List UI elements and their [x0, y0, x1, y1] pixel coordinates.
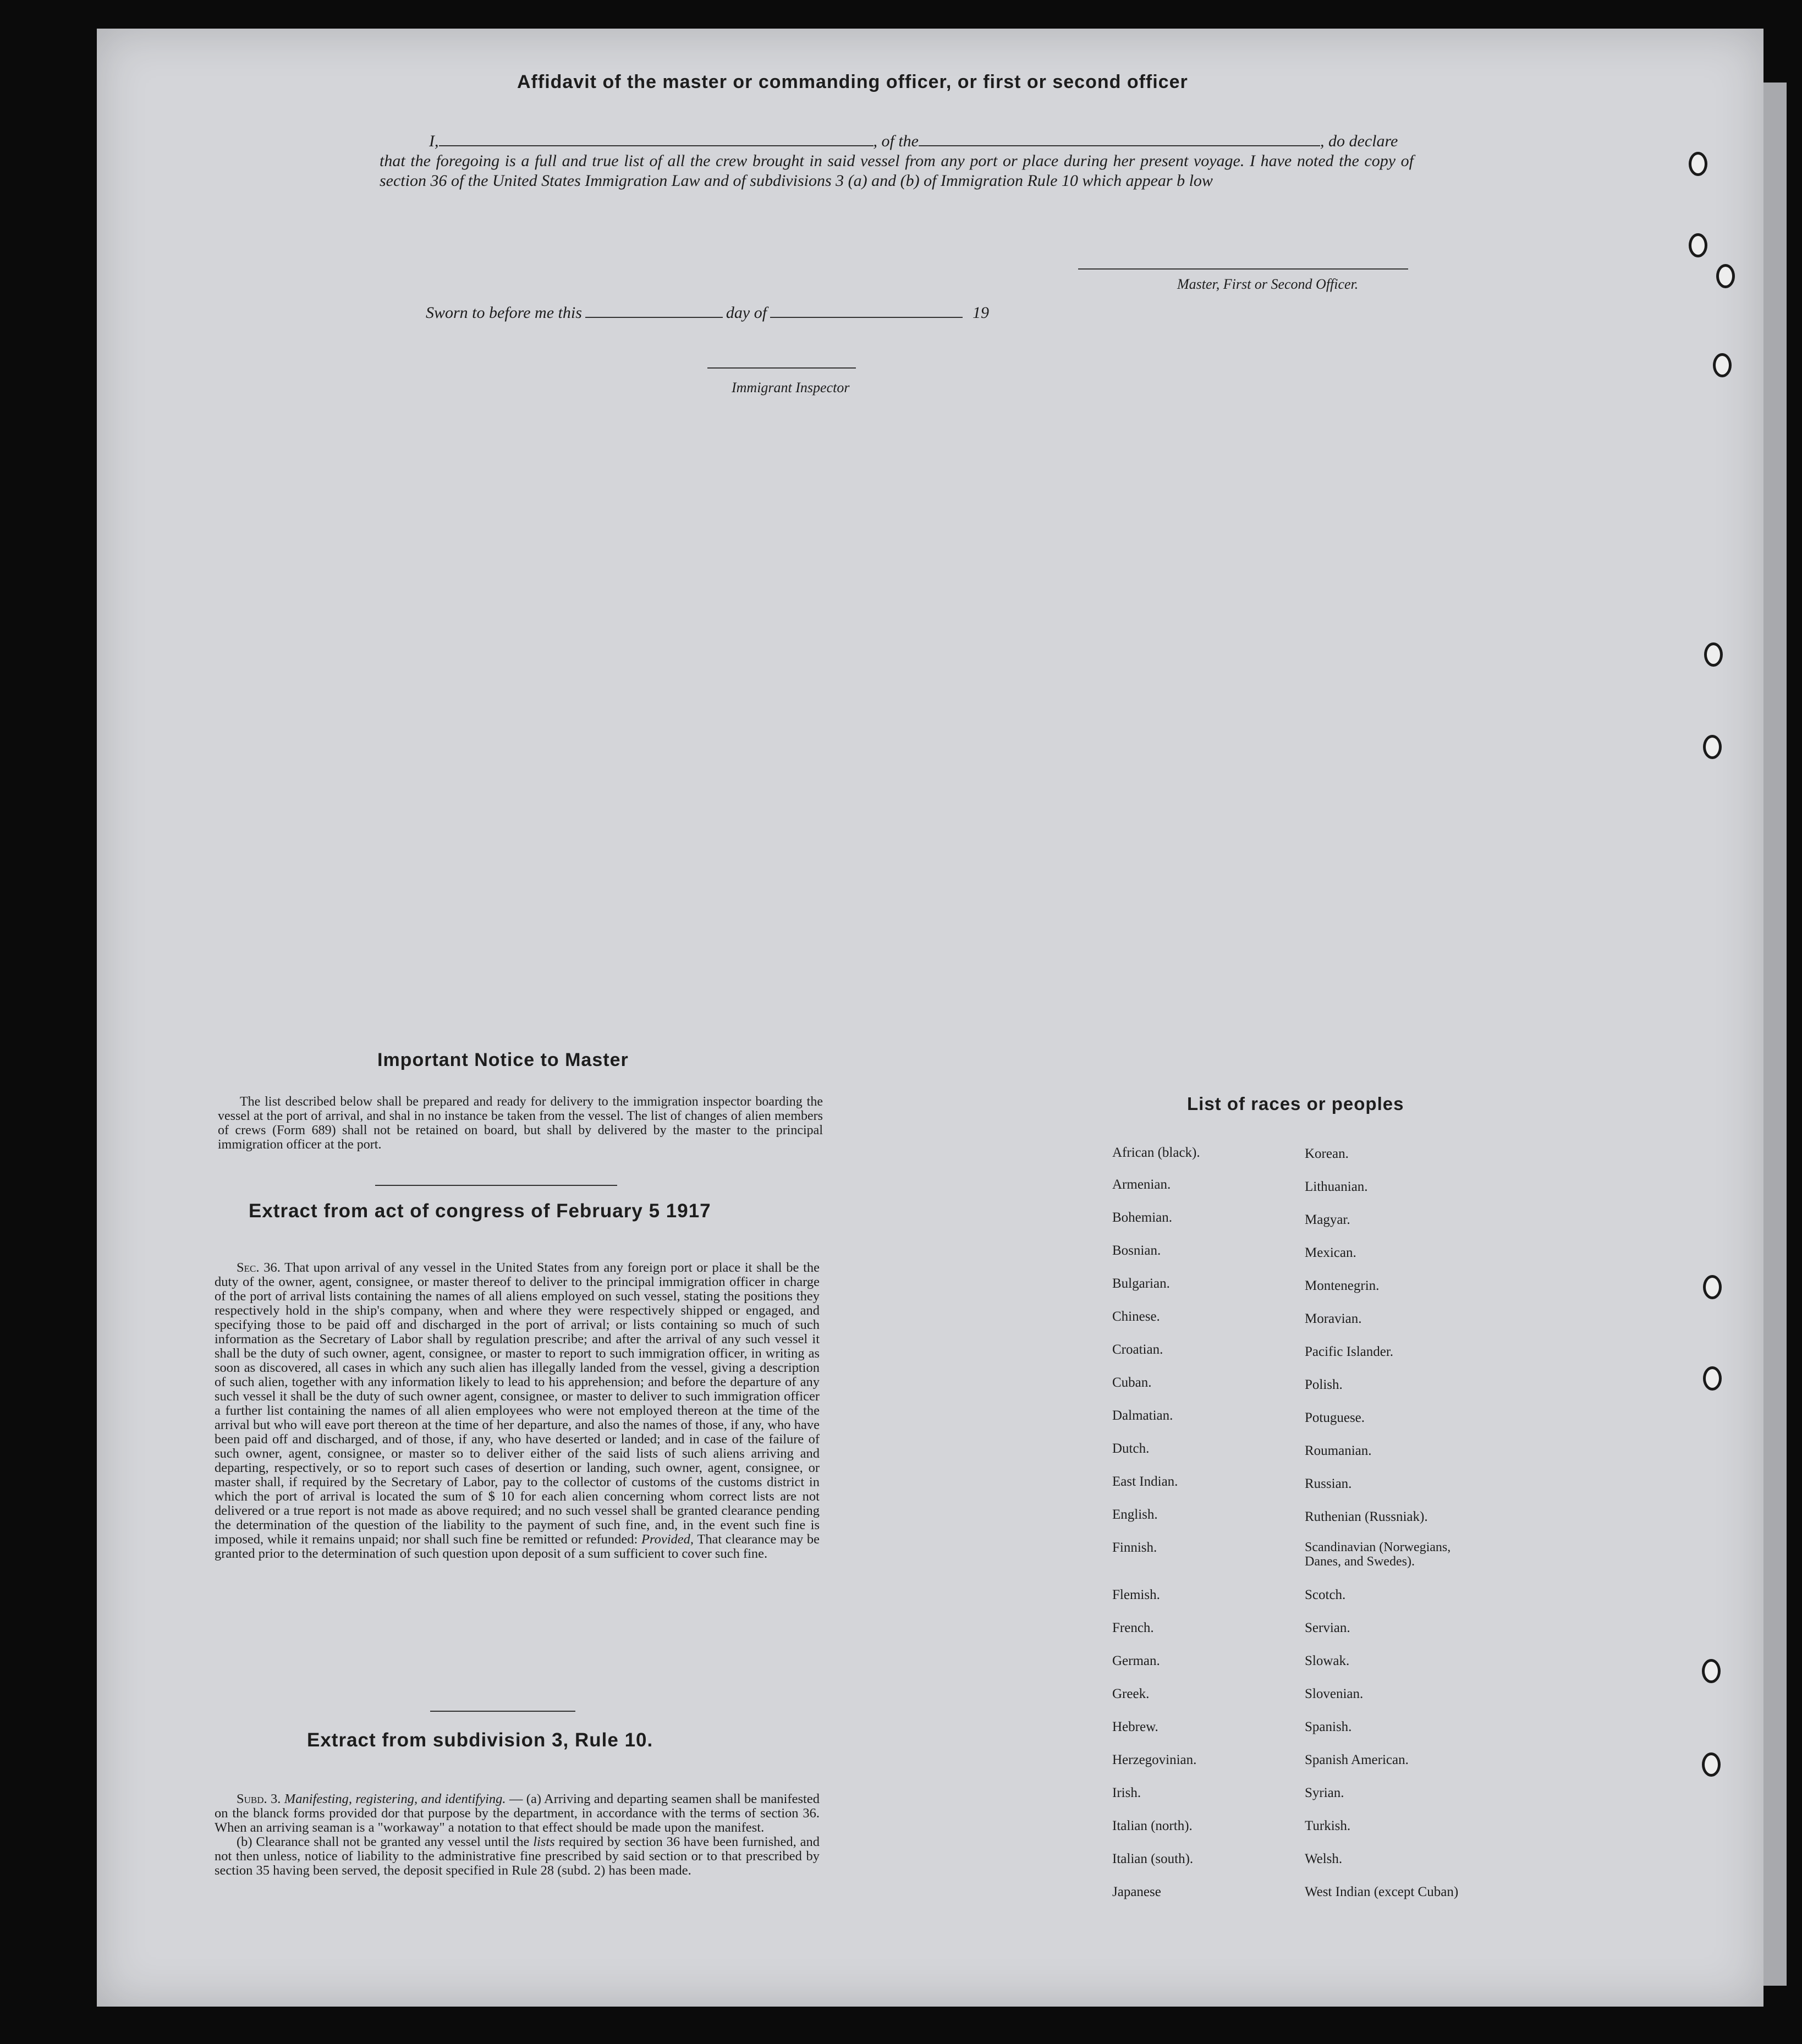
race-item: Magyar. — [1305, 1212, 1350, 1227]
race-item: Scandinavian (Norwegians, Danes, and Swedes). — [1305, 1540, 1451, 1569]
race-item: Syrian. — [1305, 1785, 1344, 1800]
sworn-date-blank[interactable] — [585, 304, 723, 318]
para-b-text-1: Clearance shall not be granted any vessel until the — [256, 1834, 530, 1849]
subdivision-3-text — [215, 1792, 820, 1878]
race-item: Croatian. — [1112, 1342, 1163, 1357]
sworn-line — [426, 304, 989, 322]
binder-hole-icon — [1702, 1752, 1721, 1777]
affidavit-i: I, — [429, 132, 439, 150]
race-item: Italian (south). — [1112, 1851, 1194, 1866]
race-item: Russian. — [1305, 1476, 1352, 1491]
binder-hole-icon — [1716, 264, 1735, 288]
notice-title: Important Notice to Master — [377, 1050, 629, 1070]
race-item: African (black). — [1112, 1145, 1200, 1160]
para-a-label: — (a) — [509, 1792, 541, 1806]
inspector-signature-line[interactable] — [707, 367, 856, 369]
name-blank[interactable] — [439, 131, 873, 146]
master-signature-label: Master, First or Second Officer. — [1177, 276, 1359, 292]
race-item: Japanese — [1112, 1884, 1161, 1899]
race-item: Montenegrin. — [1305, 1278, 1380, 1293]
race-item: Armenian. — [1112, 1177, 1171, 1192]
race-item: Pacific Islander. — [1305, 1344, 1394, 1359]
para-b-lists: lists — [533, 1834, 555, 1849]
race-item: Slovenian. — [1305, 1686, 1364, 1701]
section-36-body: That upon arrival of any vessel in the United States from any foreign port or place it shall be the duty of the owner, agent, consignee, or master thereof to deliver to the principal immigration officer in charge of the port of arrival lists containing the names of all aliens employed on such vessel, stating the positions they respectively hold in the ship's company, when and where they were respectively shipped or engaged, and specifying those to be paid off and discharged in the port of arrival; or lists containing so much of such information as the Secretary of Labor shall by regulation prescribe; and after the arrival of any such vessel it shall be the duty of such owner, agent, consignee, or master to report to such immigration officer, in writing as soon as discovered, all cases in which any such alien has illegally landed from the vessel, giving a description of such alien, together with any information likely to lead to his apprehension; and before the departure of any such vessel it shall be the duty of such owner agent, consignee, or master to deliver to such immigration officer a further list containing the names of all alien employees who were not employed thereon at the time of the arrival but who will eave port thereon at the time of her departure, and also the names of those, if any, who have been paid off and discharged, and of those, if any, who have deserted or landed; and in case of the failure of such owner, agent, consignee, or master so to deliver either of the said lists of such aliens arriving and departing, respectively, or so to report such cases of desertion or landing, such owner, agent, consignee, or master shall, if required by the Secretary of Labor, pay to the collector of customs of the customs district in which the port of arrival is located the sum of $ 10 for each alien concerning whom correct lists are not delivered or a true report is not made as above required; and no such vessel shall be granted clearance pending the determination of the question of the liability to the payment of such fine, and, in the event such fine is imposed, while it remains unpaid; nor shall such fine be remitted or refunded: — [215, 1260, 820, 1547]
race-item: Welsh. — [1305, 1851, 1343, 1866]
race-item: Mexican. — [1305, 1245, 1356, 1260]
section-36-text — [215, 1261, 820, 1561]
affidavit-title: Affidavit of the master or commanding officer, or first or second officer — [517, 72, 1188, 92]
extract-rule-title: Extract from subdivision 3, Rule 10. — [307, 1729, 653, 1751]
inspector-label: Immigrant Inspector — [732, 380, 850, 395]
vessel-blank[interactable] — [919, 131, 1320, 146]
page-edge — [1763, 83, 1787, 1986]
binder-hole-icon — [1703, 1366, 1722, 1391]
section-label: Sec. 36. — [237, 1260, 281, 1275]
subd-heading: Manifesting, registering, and identifying. — [284, 1792, 506, 1806]
race-item: German. — [1112, 1653, 1160, 1668]
divider — [375, 1185, 617, 1186]
race-item: Italian (north). — [1112, 1818, 1193, 1833]
binder-hole-icon — [1689, 233, 1707, 257]
race-item: Spanish. — [1305, 1719, 1352, 1734]
provided-label: Provided, — [641, 1532, 694, 1547]
paragraph-a — [215, 1792, 820, 1835]
divider — [430, 1711, 575, 1712]
race-item: Chinese. — [1112, 1309, 1160, 1324]
race-item: Roumanian. — [1305, 1443, 1372, 1458]
race-item: Greek. — [1112, 1686, 1150, 1701]
sworn-year: 19 — [973, 304, 990, 322]
binder-hole-icon — [1713, 353, 1732, 377]
race-item: Irish. — [1112, 1785, 1141, 1800]
affidavit-do-declare: , do declare — [1320, 132, 1398, 150]
binder-hole-icon — [1703, 735, 1722, 759]
race-item: French. — [1112, 1620, 1154, 1635]
binder-hole-icon — [1702, 1659, 1721, 1683]
sworn-month-blank[interactable] — [770, 304, 963, 318]
section-36-end: That clearance may be granted prior to the determination of such question upon deposit of a sum sufficient to cover such fine. — [215, 1532, 820, 1561]
race-item: Ruthenian (Russniak). — [1305, 1509, 1428, 1524]
race-item: Cuban. — [1112, 1375, 1152, 1390]
race-item: Polish. — [1305, 1377, 1343, 1392]
race-item: Bulgarian. — [1112, 1276, 1170, 1291]
race-item: Bohemian. — [1112, 1210, 1173, 1225]
para-b-text-2: required by section 36 have been furnished, and not then unless, notice of liability to the administrative fine prescribed by said section or to that prescribed by section 35 having been served, the deposit specified in Rule 28 (subd. 2) has been made. — [215, 1834, 820, 1878]
sworn-day-label: day of — [726, 304, 767, 322]
race-item: English. — [1112, 1507, 1158, 1522]
para-a-text: Arriving and departing seamen shall be manifested on the blanck forms provided dor that purpose by the department, in accordance with the terms of section 36. When an arriving seaman is a "workaway" a notation to that effect should be made upon the manifest. — [215, 1792, 820, 1835]
race-item: Turkish. — [1305, 1818, 1351, 1833]
race-item: Spanish American. — [1305, 1752, 1409, 1767]
binder-hole-icon — [1704, 642, 1723, 667]
race-item: Servian. — [1305, 1620, 1350, 1635]
race-item: Hebrew. — [1112, 1719, 1158, 1734]
race-item: Lithuanian. — [1305, 1179, 1368, 1194]
race-item: Moravian. — [1305, 1311, 1362, 1326]
affidavit-of-the: , of the — [873, 132, 919, 150]
paragraph-b — [215, 1835, 820, 1878]
para-b-label: (b) — [237, 1834, 252, 1849]
extract-act-title: Extract from act of congress of February 5 1917 — [249, 1200, 711, 1222]
document-page — [97, 29, 1763, 2007]
binder-hole-icon — [1689, 152, 1707, 176]
notice-body: The list described below shall be prepared and ready for delivery to the immigration inspector boarding the vessel at the port of arrival, and shal in no instance be taken from the vessel. The list of changes of alien members of crews (Form 689) shall not be retained on board, but shall by delivered by the master to the principal immigration officer at the port. — [218, 1095, 823, 1152]
race-item: Dutch. — [1112, 1441, 1150, 1456]
race-item: Finnish. — [1112, 1540, 1157, 1555]
race-item: Herzegovinian. — [1112, 1752, 1197, 1767]
race-item: Flemish. — [1112, 1587, 1160, 1602]
master-signature-line[interactable] — [1078, 268, 1408, 270]
subd-label: Subd. 3. — [237, 1792, 281, 1806]
race-item: Bosnian. — [1112, 1243, 1161, 1258]
affidavit-declaration-line — [380, 131, 1414, 151]
race-item: Slowak. — [1305, 1653, 1350, 1668]
race-item: Scotch. — [1305, 1587, 1346, 1602]
race-item: Potuguese. — [1305, 1410, 1365, 1425]
race-item: West Indian (except Cuban) — [1305, 1884, 1459, 1899]
race-item: Dalmatian. — [1112, 1408, 1173, 1423]
race-item: Korean. — [1305, 1146, 1349, 1161]
affidavit-text — [380, 131, 1414, 191]
sworn-label: Sworn to before me this — [426, 304, 582, 322]
races-title: List of races or peoples — [1187, 1094, 1404, 1114]
affidavit-statement: that the foregoing is a full and true list of all the crew brought in said vessel from any port or place during her present voyage. I have noted the copy of section 36 of the United States Immigration Law and of subdivisions 3 (a) and (b) of Immigration Rule 10 which appear b low — [380, 152, 1414, 190]
binder-hole-icon — [1703, 1275, 1722, 1299]
race-item: East Indian. — [1112, 1474, 1178, 1489]
